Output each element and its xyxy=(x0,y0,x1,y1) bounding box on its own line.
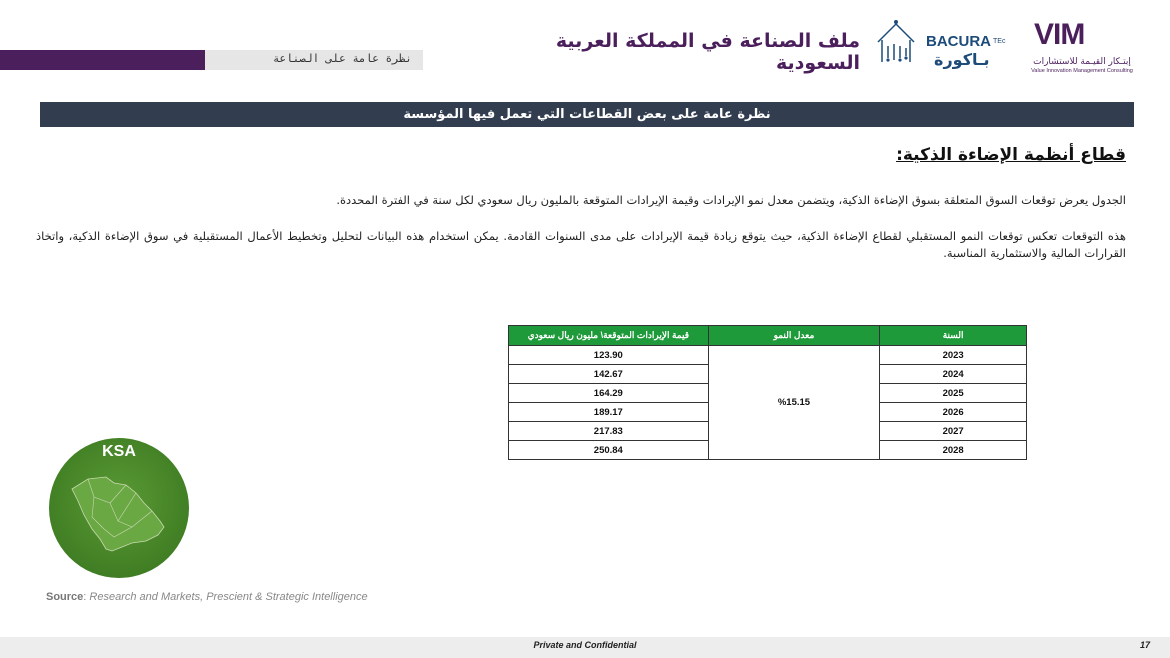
source-note: Source: Research and Markets, Prescient & Strategic Intelligence xyxy=(46,591,368,603)
header-growth: معدل النمو xyxy=(708,326,880,346)
footer-confidential: Private and Confidential xyxy=(533,640,637,650)
year-cell: 2026 xyxy=(880,403,1027,422)
table-header-row xyxy=(509,326,1027,346)
section-banner xyxy=(40,102,1134,127)
sector-heading: قطاع أنظمة الإضاءة الذكية: xyxy=(896,145,1126,165)
growth-cell: %15.15 xyxy=(708,346,880,460)
year-cell: 2028 xyxy=(880,441,1027,460)
vim-arabic-name: إبتـكار القيـمة للاستشارات xyxy=(1033,57,1131,67)
header-revenue: قيمة الإيرادات المتوقعة\ مليون ريال سعودي xyxy=(509,326,709,346)
forecast-table xyxy=(508,325,1027,460)
page-number: 17 xyxy=(1140,640,1151,650)
vim-english-name: Value Innovation Management Consulting xyxy=(1031,68,1133,74)
revenue-cell: 250.84 xyxy=(509,441,709,460)
year-cell: 2023 xyxy=(880,346,1027,365)
section-tag: نظرة عامة على الصناعة xyxy=(272,52,412,65)
year-cell: 2027 xyxy=(880,422,1027,441)
source-text: Research and Markets, Prescient & Strategic Intelligence xyxy=(89,591,368,603)
ksa-label: KSA xyxy=(102,443,136,460)
bacura-wordmark: BACURA xyxy=(926,33,991,50)
revenue-cell: 123.90 xyxy=(509,346,709,365)
year-cell: 2025 xyxy=(880,384,1027,403)
bacura-tec-mark: TEc xyxy=(993,38,1006,45)
year-cell: 2024 xyxy=(880,365,1027,384)
page-title: ملف الصناعة في المملكة العربية السعودية xyxy=(555,30,860,74)
revenue-cell: 164.29 xyxy=(509,384,709,403)
intro-paragraph: الجدول يعرض توقعات السوق المتعلقة بسوق الإضاءة الذكية، ويتضمن معدل نمو الإيرادات وقيمة الإيرادات المتوقعة بالمليون ريال سعودي لكل سنة في الفترة المحددة. xyxy=(336,193,1126,207)
analysis-paragraph: هذه التوقعات تعكس توقعات النمو المستقبلي لقطاع الإضاءة الذكية، حيث يتوقع زيادة قيمة الإيرادات على مدى السنوات القادمة. يمكن استخدام هذه البيانات لتحليل وتخطيط الأعمال المستقبلية في سوق الإضاءة الذكية، واتخاذ القرارات المالية والاستثمارية المناسبة. xyxy=(36,229,1126,260)
source-label: Source xyxy=(46,591,84,603)
header-year: السنة xyxy=(880,326,1027,346)
header-accent-bar xyxy=(0,50,218,70)
section-banner-title: نظرة عامة على بعض القطاعات التي تعمل فيها المؤسسة xyxy=(403,107,771,122)
revenue-cell: 217.83 xyxy=(509,422,709,441)
revenue-cell: 142.67 xyxy=(509,365,709,384)
table-row xyxy=(509,346,1027,365)
revenue-cell: 189.17 xyxy=(509,403,709,422)
bacura-arabic-wordmark: بـاكورة xyxy=(934,50,990,69)
vim-logo: VIM xyxy=(1034,18,1085,51)
